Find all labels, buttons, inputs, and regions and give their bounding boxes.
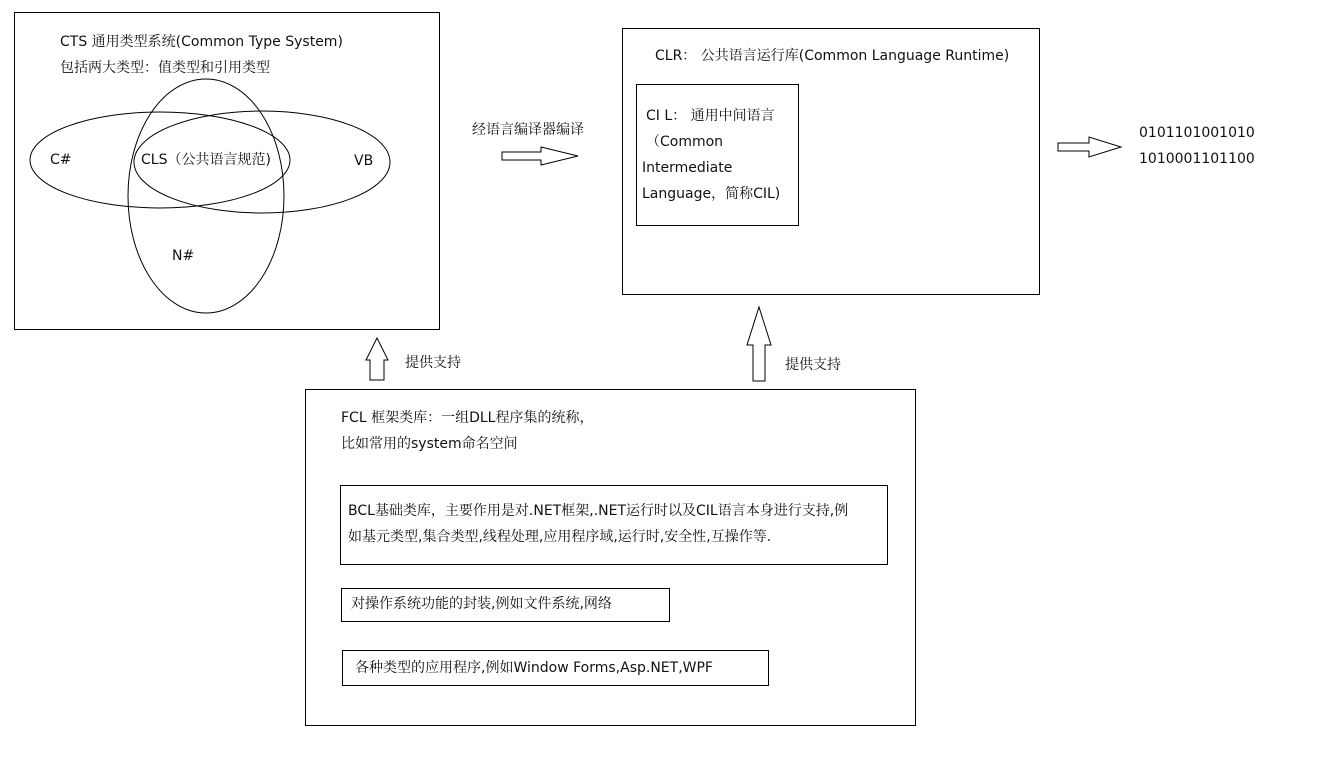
binary-arrow bbox=[1058, 137, 1121, 157]
cil-line-1: CI L： 通用中间语言 bbox=[646, 108, 775, 124]
fcl-subtitle: 比如常用的system命名空间 bbox=[341, 436, 518, 452]
lang-csharp-label: C# bbox=[50, 152, 72, 168]
apps-text: 各种类型的应用程序,例如Window Forms,Asp.NET,WPF bbox=[355, 660, 713, 676]
bcl-line-1: BCL基础类库，主要作用是对.NET框架,.NET运行时以及CIL语言本身进行支持,例 bbox=[348, 503, 849, 519]
clr-title: CLR： 公共语言运行库(Common Language Runtime) bbox=[655, 48, 1010, 64]
support-arrow-right bbox=[747, 307, 771, 381]
cts-title: CTS 通用类型系统(Common Type System) bbox=[60, 34, 343, 50]
support-label-right: 提供支持 bbox=[785, 357, 841, 373]
compile-arrow bbox=[502, 147, 578, 165]
lang-vb-label: VB bbox=[354, 153, 374, 169]
cil-line-4: Language，简称CIL) bbox=[642, 186, 781, 202]
binary-line-1: 0101101001010 bbox=[1139, 125, 1255, 141]
support-arrow-left bbox=[366, 338, 388, 380]
support-label-left: 提供支持 bbox=[405, 355, 461, 371]
os-wrap-text: 对操作系统功能的封装,例如文件系统,网络 bbox=[351, 596, 612, 612]
cil-line-2: （Common bbox=[646, 134, 724, 150]
fcl-title: FCL 框架类库：一组DLL程序集的统称， bbox=[341, 410, 594, 426]
lang-nsharp-label: N# bbox=[172, 248, 195, 264]
cts-subtitle: 包括两大类型：值类型和引用类型 bbox=[60, 60, 270, 76]
lang-cls-label: CLS（公共语言规范) bbox=[141, 152, 271, 168]
compile-label: 经语言编译器编译 bbox=[472, 122, 584, 138]
bcl-line-2: 如基元类型,集合类型,线程处理,应用程序域,运行时,安全性,互操作等. bbox=[348, 529, 772, 545]
binary-line-2: 1010001101100 bbox=[1139, 151, 1255, 167]
cil-line-3: Intermediate bbox=[642, 160, 733, 176]
